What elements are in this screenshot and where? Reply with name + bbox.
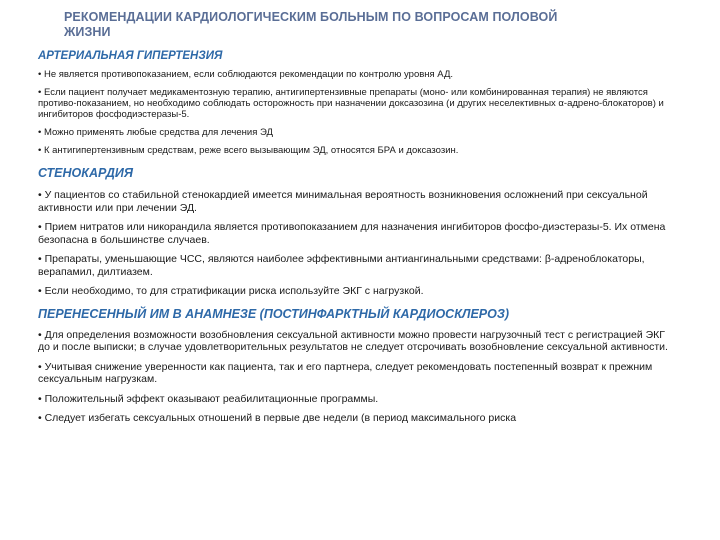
list-item: • Если пациент получает медикаментозную терапию, антигипертензивные препараты (моно- или комбинированная терапия) не являются противо-показанием, но необходимо соблюдать осторожность при назначении доксазозина (и других неселективных α-адрено-блокаторов) и ингибиторов фосфодиэстеразы-5. xyxy=(38,87,664,120)
list-item: • Препараты, уменьшающие ЧСС, являются наиболее эффективными антиангинальными средствами: β-адреноблокаторы, верапамил, дилтиазем. xyxy=(38,253,645,278)
list-item: • Прием нитратов или никорандила является противопоказанием для назначения ингибиторов фосфо-диэстеразы-5. Их отмена безопасна в большинстве случаев. xyxy=(38,221,666,246)
list-item: • Не является противопоказанием, если соблюдаются рекомендации по контролю уровня АД. xyxy=(38,69,454,80)
section-title-hypertension: АРТЕРИАЛЬНАЯ ГИПЕРТЕНЗИЯ xyxy=(38,50,223,62)
list-item: • Следует избегать сексуальных отношений в первые две недели (в период максимального риска xyxy=(38,412,517,424)
angina-list xyxy=(38,189,678,298)
list-item: • Если необходимо, то для стратификации риска используйте ЭКГ с нагрузкой. xyxy=(38,285,424,297)
document-page xyxy=(38,10,678,432)
page-title: РЕКОМЕНДАЦИИ КАРДИОЛОГИЧЕСКИМ БОЛЬНЫМ ПО ВОПРОСАМ ПОЛОВОЙ ЖИЗНИ xyxy=(64,10,558,39)
section-title-post-mi: ПЕРЕНЕСЕННЫЙ ИМ В АНАМНЕЗЕ (ПОСТИНФАРКТНЫЙ КАРДИОСКЛЕРОЗ) xyxy=(38,306,510,321)
list-item: • Учитывая снижение уверенности как пациента, так и его партнера, следует рекомендовать постепенный возврат к прежним сексуальным нагрузкам. xyxy=(38,360,653,385)
list-item: • К антигипертензивным средствам, реже всего вызывающим ЭД, относятся БРА и доксазозин. xyxy=(38,145,459,156)
post-mi-list xyxy=(38,329,678,425)
list-item: • У пациентов со стабильной стенокардией имеется минимальная вероятность возникновения осложнений при сексуальной активности или при лечении ЭД. xyxy=(38,189,648,214)
hypertension-list xyxy=(38,69,678,156)
list-item: • Положительный эффект оказывают реабилитационные программы. xyxy=(38,392,379,405)
section-angina xyxy=(38,166,678,298)
section-title-angina: СТЕНОКАРДИЯ xyxy=(38,166,133,180)
section-hypertension xyxy=(38,50,678,156)
list-item: • Можно применять любые средства для лечения ЭД xyxy=(38,127,273,138)
list-item: • Для определения возможности возобновления сексуальной активности можно провести нагрузочный тест с регистрацией ЭКГ до и после выписки; в случае удовлетворительных результатов не следует отсрочивать возобновление сексуальной активности. xyxy=(38,328,668,353)
section-post-mi xyxy=(38,307,678,425)
